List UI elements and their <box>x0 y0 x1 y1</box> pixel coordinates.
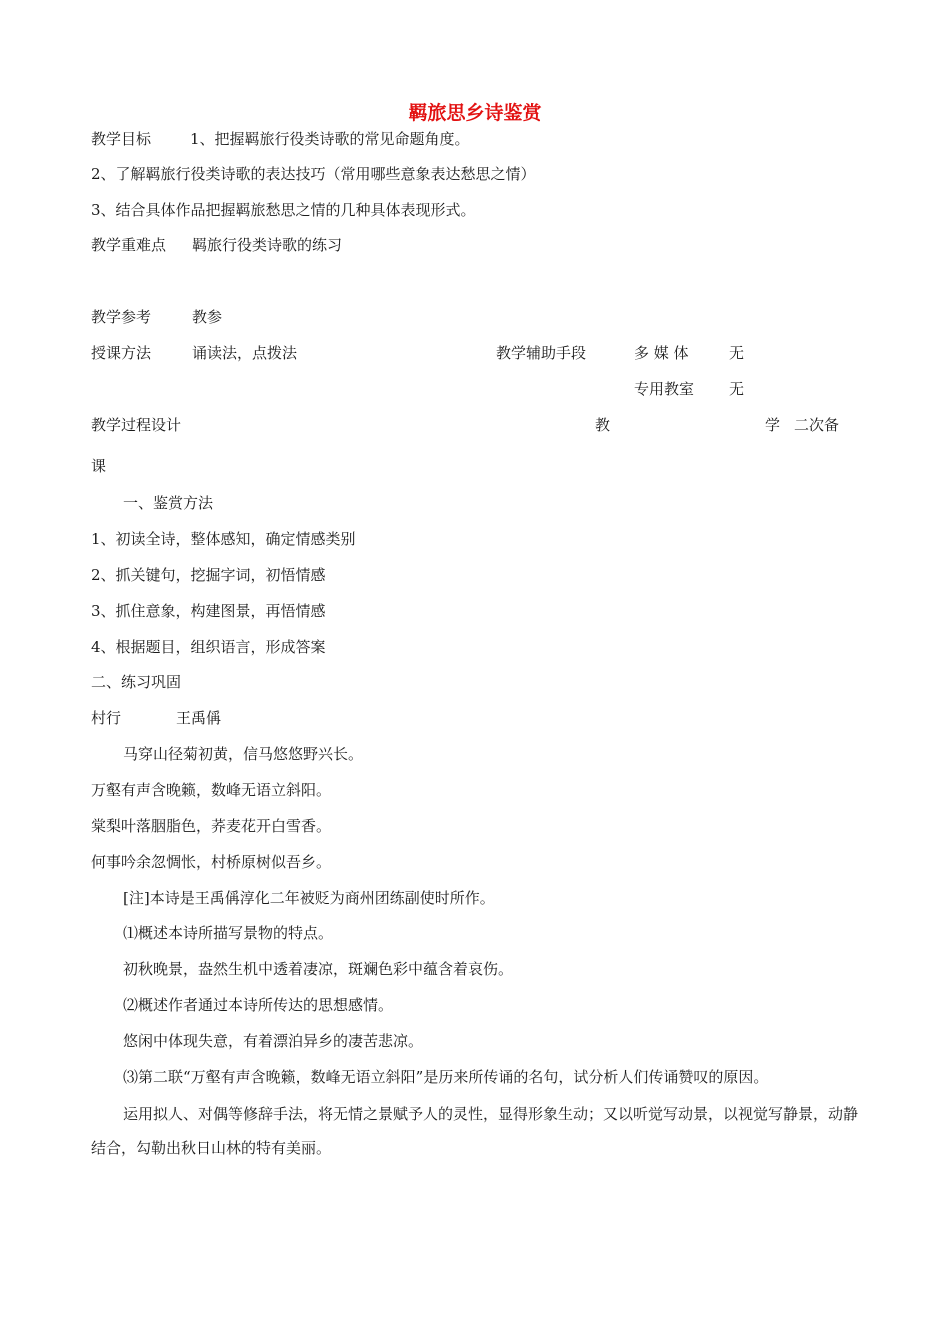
poem-line: 马穿山径菊初黄，信马悠悠野兴长。 <box>123 745 364 763</box>
aid-classroom-value: 无 <box>729 380 745 398</box>
poem-line: 万壑有声含晚籁，数峰无语立斜阳。 <box>91 781 332 799</box>
question-2: ⑵概述作者通过本诗所传达的思想感情。 <box>123 996 394 1014</box>
goal-2: 2、了解羁旅行役类诗歌的表达技巧（常用哪些意象表达愁思之情） <box>91 165 536 183</box>
reference-label: 教学参考 <box>91 308 152 326</box>
question-1: ⑴概述本诗所描写景物的特点。 <box>123 924 334 942</box>
aid-classroom-label: 专用教室 <box>634 380 695 398</box>
process-label: 教学过程设计 <box>91 416 182 434</box>
goals-label: 教学目标 <box>91 130 152 148</box>
column-second-prep: 二次备 <box>794 416 840 434</box>
method-label: 授课方法 <box>91 344 152 362</box>
method-item: 1、初读全诗，整体感知，确定情感类别 <box>91 530 356 548</box>
key-label: 教学重难点 <box>91 236 167 254</box>
aid-label: 教学辅助手段 <box>496 344 587 362</box>
poem-line: 棠梨叶落胭脂色，荞麦花开白雪香。 <box>91 817 332 835</box>
goal-1: 1、把握羁旅行役类诗歌的常见命题角度。 <box>190 130 470 148</box>
goal-3: 3、结合具体作品把握羁旅愁思之情的几种具体表现形式。 <box>91 201 476 219</box>
aid-multimedia-label: 多 媒 体 <box>634 344 689 362</box>
method-item: 2、抓关键句，挖掘字词，初悟情感 <box>91 566 326 584</box>
poem-line: 何事吟余忽惆怅，村桥原树似吾乡。 <box>91 853 332 871</box>
aid-multimedia-value: 无 <box>729 344 745 362</box>
poem-author: 王禹偁 <box>176 709 222 727</box>
method-value: 诵读法，点拨法 <box>192 344 298 362</box>
column-jiao: 教 <box>595 416 611 434</box>
answer-1: 初秋晚景，盎然生机中透着凄凉，斑斓色彩中蕴含着哀伤。 <box>123 960 514 978</box>
key-value: 羁旅行役类诗歌的练习 <box>192 236 343 254</box>
page-title: 羁旅思乡诗鉴赏 <box>408 102 542 124</box>
question-3: ⑶第二联“万壑有声含晚籁，数峰无语立斜阳”是历来所传诵的名句，试分析人们传诵赞叹的原因。 <box>123 1068 769 1086</box>
method-item: 3、抓住意象，构建图景，再悟情感 <box>91 602 326 620</box>
reference-value: 教参 <box>192 308 223 326</box>
method-item: 4、根据题目，组织语言，形成答案 <box>91 638 326 656</box>
section-1-heading: 一、鉴赏方法 <box>123 494 214 512</box>
answer-3: 运用拟人、对偶等修辞手法，将无情之景赋予人的灵性，显得形象生动；又以听觉写动景，以视觉写静景，动静结合，勾勒出秋日山林的特有美丽。 <box>91 1105 859 1157</box>
column-ke: 课 <box>91 457 107 475</box>
poem-title: 村行 <box>91 709 122 727</box>
poem-note: [注]本诗是王禹偁淳化二年被贬为商州团练副使时所作。 <box>123 889 495 907</box>
answer-2: 悠闲中体现失意，有着漂泊异乡的凄苦悲凉。 <box>123 1032 424 1050</box>
section-2-heading: 二、练习巩固 <box>91 673 182 691</box>
column-xue: 学 <box>765 416 781 434</box>
